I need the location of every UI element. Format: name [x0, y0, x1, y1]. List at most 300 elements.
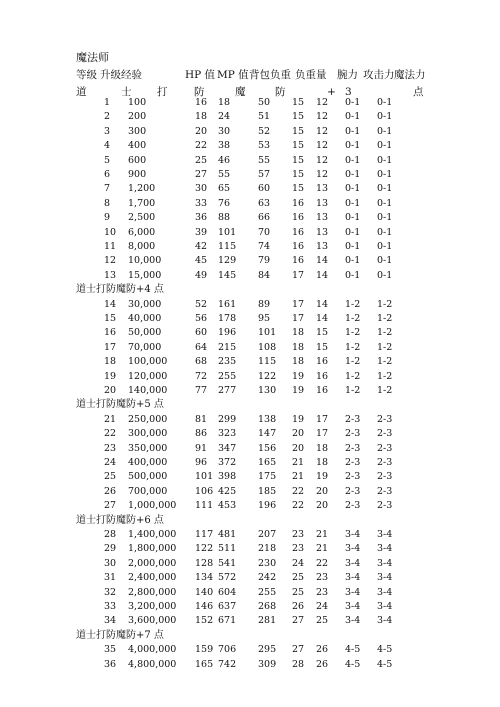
table-cell: 23	[316, 572, 329, 584]
table-cell: 0-1	[345, 226, 361, 238]
table-cell: 24	[316, 601, 329, 612]
table-cell: 24	[218, 111, 231, 123]
table-cell: 242	[258, 572, 277, 584]
table-cell: 4-5	[345, 644, 361, 656]
section-label: 道士打防魔防+6 点	[76, 514, 164, 526]
table-cell: 30,000	[128, 298, 162, 310]
table-cell: 671	[218, 615, 237, 627]
table-cell: 1-2	[345, 385, 361, 396]
table-cell: 14	[316, 313, 329, 324]
table-cell: 235	[218, 356, 237, 368]
table-cell: 22	[195, 140, 208, 152]
table-cell: 2-3	[345, 442, 361, 454]
table-cell: 76	[218, 197, 231, 209]
table-cell: 250,000	[128, 413, 168, 425]
table-cell: 34	[104, 615, 117, 627]
table-cell: 6,000	[128, 226, 156, 238]
table-cell: 32	[104, 586, 117, 598]
table-cell: 77	[195, 385, 208, 396]
table-cell: 14	[316, 298, 329, 310]
table-cell: 0-1	[377, 197, 393, 209]
table-cell: 152	[195, 615, 214, 627]
table-cell: 106	[195, 485, 214, 497]
table-cell: 1-2	[377, 385, 393, 396]
header-label: 点	[413, 86, 424, 98]
table-cell: 3-4	[345, 586, 361, 598]
table-cell: 115	[218, 241, 237, 252]
table-cell: 900	[128, 169, 147, 180]
table-cell: 25	[104, 471, 117, 483]
table-cell: 117	[195, 529, 214, 540]
table-cell: 0-1	[377, 226, 393, 238]
table-cell: 30	[218, 125, 231, 137]
table-cell: 1,800,000	[128, 543, 177, 555]
table-cell: 22	[316, 557, 329, 569]
table-cell: 88	[218, 212, 231, 224]
table-cell: 400	[128, 140, 147, 152]
header-label: 防	[275, 86, 286, 98]
table-cell: 18	[316, 457, 329, 468]
table-cell: 26	[316, 658, 329, 670]
table-cell: 65	[218, 183, 231, 195]
table-cell: 14	[104, 298, 117, 310]
table-cell: 70	[258, 226, 271, 238]
table-cell: 706	[218, 644, 237, 656]
table-cell: 3-4	[377, 557, 393, 569]
table-cell: 8,000	[128, 241, 156, 252]
table-cell: 20	[316, 485, 329, 497]
table-cell: 3-4	[345, 543, 361, 555]
table-cell: 120,000	[128, 370, 168, 382]
table-cell: 96	[195, 457, 208, 468]
table-cell: 70,000	[128, 341, 162, 353]
table-cell: 40,000	[128, 313, 162, 324]
table-cell: 122	[195, 543, 214, 555]
table-cell: 500,000	[128, 471, 168, 483]
table-cell: 52	[258, 125, 271, 137]
table-cell: 21	[292, 457, 305, 468]
table-cell: 21	[316, 543, 329, 555]
table-cell: 7	[104, 183, 111, 195]
table-cell: 0-1	[377, 255, 393, 267]
header-label: 3	[345, 86, 352, 98]
table-cell: 2-3	[377, 413, 393, 425]
table-cell: 138	[258, 413, 277, 425]
table-cell: 1-2	[377, 327, 393, 339]
table-cell: 95	[258, 313, 271, 324]
table-cell: 84	[258, 269, 271, 281]
table-cell: 10,000	[128, 255, 162, 267]
table-cell: 6	[104, 169, 111, 180]
table-cell: 511	[218, 543, 237, 555]
table-cell: 3-4	[377, 529, 393, 540]
table-cell: 15	[316, 341, 329, 353]
table-cell: 20	[292, 428, 305, 440]
table-cell: 19	[292, 370, 305, 382]
table-cell: 49	[195, 269, 208, 281]
table-cell: 12	[104, 255, 117, 267]
table-cell: 129	[218, 255, 237, 267]
table-cell: 21	[104, 413, 117, 425]
table-cell: 9	[104, 212, 111, 224]
table-cell: 12	[316, 111, 329, 123]
table-cell: 2-3	[377, 485, 393, 497]
table-cell: 3-4	[377, 572, 393, 584]
table-cell: 27	[195, 169, 208, 180]
table-cell: 19	[292, 413, 305, 425]
table-cell: 24	[104, 457, 117, 468]
table-cell: 742	[218, 658, 237, 670]
table-cell: 1-2	[377, 370, 393, 382]
table-cell: 16	[195, 97, 208, 108]
table-cell: 23	[292, 529, 305, 540]
table-cell: 2-3	[377, 471, 393, 483]
table-cell: 230	[258, 557, 277, 569]
table-cell: 15	[292, 183, 305, 195]
table-cell: 0-1	[345, 111, 361, 123]
table-cell: 100	[128, 97, 147, 108]
table-cell: 2-3	[377, 457, 393, 468]
table-cell: 600	[128, 154, 147, 166]
table-cell: 218	[258, 543, 277, 555]
table-cell: 140,000	[128, 385, 168, 396]
table-cell: 0-1	[377, 212, 393, 224]
table-cell: 0-1	[345, 269, 361, 281]
table-cell: 425	[218, 485, 237, 497]
table-cell: 175	[258, 471, 277, 483]
table-cell: 2-3	[377, 428, 393, 440]
table-cell: 1,400,000	[128, 529, 177, 540]
table-cell: 16	[292, 255, 305, 267]
table-cell: 185	[258, 485, 277, 497]
table-cell: 2,000,000	[128, 557, 177, 569]
table-cell: 36	[195, 212, 208, 224]
table-cell: 17	[292, 313, 305, 324]
table-cell: 16	[292, 241, 305, 252]
table-cell: 3	[104, 125, 111, 137]
table-cell: 15	[104, 313, 117, 324]
table-cell: 146	[195, 601, 214, 612]
table-cell: 28	[104, 529, 117, 540]
table-cell: 20	[195, 125, 208, 137]
table-cell: 0-1	[345, 197, 361, 209]
table-cell: 134	[195, 572, 214, 584]
table-cell: 19	[316, 471, 329, 483]
table-cell: 295	[258, 644, 277, 656]
table-cell: 26	[316, 644, 329, 656]
table-cell: 2-3	[345, 471, 361, 483]
table-cell: 29	[104, 543, 117, 555]
table-cell: 79	[258, 255, 271, 267]
table-cell: 52	[195, 298, 208, 310]
table-cell: 196	[218, 327, 237, 339]
header-label: 防	[194, 86, 205, 98]
table-cell: 22	[292, 500, 305, 512]
table-cell: 25	[316, 615, 329, 627]
table-cell: 165	[195, 658, 214, 670]
header-label: MP 值	[217, 69, 249, 81]
section-label: 道士打防魔防+5 点	[76, 399, 164, 411]
table-cell: 72	[195, 370, 208, 382]
table-cell: 53	[258, 140, 271, 152]
table-cell: 4-5	[377, 658, 393, 670]
table-cell: 2-3	[377, 442, 393, 454]
table-cell: 4-5	[377, 644, 393, 656]
table-cell: 91	[195, 442, 208, 454]
table-cell: 17	[292, 269, 305, 281]
table-cell: 2-3	[345, 485, 361, 497]
table-cell: 17	[316, 428, 329, 440]
table-cell: 15	[292, 140, 305, 152]
table-cell: 8	[104, 197, 111, 209]
table-cell: 15	[292, 125, 305, 137]
table-cell: 26	[104, 485, 117, 497]
table-cell: 18	[292, 341, 305, 353]
table-cell: 12	[316, 154, 329, 166]
table-cell: 22	[104, 428, 117, 440]
table-cell: 350,000	[128, 442, 168, 454]
header-label: 背包负重	[249, 69, 291, 81]
table-cell: 122	[258, 370, 277, 382]
table-cell: 18	[292, 356, 305, 368]
table-cell: 15	[316, 327, 329, 339]
table-cell: 50,000	[128, 327, 162, 339]
table-cell: 299	[218, 413, 237, 425]
table-cell: 12	[316, 97, 329, 108]
table-cell: 1,000,000	[128, 500, 177, 512]
table-cell: 19	[292, 385, 305, 396]
table-cell: 159	[195, 644, 214, 656]
table-cell: 18	[292, 327, 305, 339]
table-cell: 541	[218, 557, 237, 569]
table-cell: 281	[258, 615, 277, 627]
section-label: 道士打防魔防+4 点	[76, 284, 164, 296]
table-cell: 4-5	[345, 658, 361, 670]
table-cell: 1,700	[128, 197, 156, 209]
table-cell: 14	[316, 255, 329, 267]
table-cell: 24	[292, 557, 305, 569]
header-label: 等级	[76, 69, 97, 81]
table-cell: 309	[258, 658, 277, 670]
table-cell: 5	[104, 154, 111, 166]
table-cell: 101	[218, 226, 237, 238]
table-cell: 23	[316, 586, 329, 598]
table-cell: 56	[195, 313, 208, 324]
table-cell: 64	[195, 341, 208, 353]
table-cell: 60	[258, 183, 271, 195]
table-cell: 45	[195, 255, 208, 267]
table-cell: 81	[195, 413, 208, 425]
header-label: HP 值	[185, 69, 216, 81]
table-cell: 39	[195, 226, 208, 238]
table-cell: 31	[104, 572, 117, 584]
table-cell: 1-2	[377, 341, 393, 353]
table-cell: 15	[292, 111, 305, 123]
header-label: 负重量	[295, 69, 327, 81]
table-cell: 30	[104, 557, 117, 569]
table-cell: 0-1	[377, 97, 393, 108]
table-cell: 1-2	[377, 298, 393, 310]
table-cell: 12	[316, 140, 329, 152]
table-cell: 178	[218, 313, 237, 324]
table-cell: 25	[292, 572, 305, 584]
table-cell: 26	[292, 601, 305, 612]
table-cell: 372	[218, 457, 237, 468]
table-cell: 13	[104, 269, 117, 281]
table-cell: 1-2	[345, 370, 361, 382]
table-cell: 16	[292, 197, 305, 209]
table-cell: 3-4	[377, 543, 393, 555]
table-cell: 18	[195, 111, 208, 123]
table-cell: 196	[258, 500, 277, 512]
table-cell: 108	[258, 341, 277, 353]
table-cell: 100,000	[128, 356, 168, 368]
table-cell: 22	[292, 485, 305, 497]
table-cell: 33	[104, 601, 117, 612]
header-label: 升级经验	[100, 69, 142, 81]
table-cell: 111	[195, 500, 214, 512]
table-cell: 3,200,000	[128, 601, 177, 612]
table-cell: 0-1	[345, 183, 361, 195]
table-cell: 255	[258, 586, 277, 598]
table-cell: 1	[104, 97, 111, 108]
table-cell: 2-3	[345, 500, 361, 512]
table-cell: 46	[218, 154, 231, 166]
table-cell: 0-1	[377, 183, 393, 195]
table-cell: 12	[316, 169, 329, 180]
table-cell: 16	[316, 356, 329, 368]
table-cell: 700,000	[128, 485, 168, 497]
table-cell: 19	[104, 370, 117, 382]
table-cell: 0-1	[345, 97, 361, 108]
table-cell: 0-1	[377, 269, 393, 281]
table-cell: 27	[292, 644, 305, 656]
table-cell: 20	[316, 500, 329, 512]
table-cell: 89	[258, 298, 271, 310]
table-cell: 0-1	[345, 255, 361, 267]
table-cell: 128	[195, 557, 214, 569]
section-label: 道士打防魔防+7 点	[76, 629, 164, 641]
table-cell: 147	[258, 428, 277, 440]
table-cell: 3-4	[345, 601, 361, 612]
table-cell: 38	[218, 140, 231, 152]
header-label: 道	[76, 86, 87, 98]
table-cell: 0-1	[345, 140, 361, 152]
table-cell: 323	[218, 428, 237, 440]
table-cell: 17	[316, 413, 329, 425]
table-cell: 15	[292, 169, 305, 180]
table-cell: 13	[316, 197, 329, 209]
table-cell: 3-4	[345, 529, 361, 540]
table-cell: 27	[104, 500, 117, 512]
table-cell: 0-1	[345, 154, 361, 166]
table-cell: 156	[258, 442, 277, 454]
table-cell: 1-2	[345, 327, 361, 339]
table-cell: 481	[218, 529, 237, 540]
table-cell: 277	[218, 385, 237, 396]
table-cell: 130	[258, 385, 277, 396]
table-cell: 20	[292, 442, 305, 454]
table-cell: 33	[195, 197, 208, 209]
table-cell: 27	[292, 615, 305, 627]
table-cell: 50	[258, 97, 271, 108]
table-cell: 13	[316, 212, 329, 224]
table-cell: 42	[195, 241, 208, 252]
table-cell: 145	[218, 269, 237, 281]
table-cell: 165	[258, 457, 277, 468]
table-cell: 207	[258, 529, 277, 540]
table-cell: 0-1	[345, 212, 361, 224]
table-cell: 86	[195, 428, 208, 440]
table-cell: 36	[104, 658, 117, 670]
table-cell: 115	[258, 356, 277, 368]
header-label: 魔	[235, 86, 246, 98]
table-cell: 0-1	[345, 125, 361, 137]
table-cell: 1-2	[345, 298, 361, 310]
table-cell: 51	[258, 111, 271, 123]
table-cell: 3-4	[377, 586, 393, 598]
table-cell: 15	[292, 154, 305, 166]
table-cell: 3-4	[345, 572, 361, 584]
table-cell: 2,400,000	[128, 572, 177, 584]
table-cell: 140	[195, 586, 214, 598]
table-cell: 16	[316, 370, 329, 382]
table-cell: 11	[104, 241, 117, 252]
table-cell: 2-3	[345, 457, 361, 468]
table-cell: 23	[292, 543, 305, 555]
table-cell: 1-2	[377, 356, 393, 368]
table-cell: 101	[195, 471, 214, 483]
table-cell: 4,800,000	[128, 658, 177, 670]
table-cell: 15,000	[128, 269, 162, 281]
table-cell: 28	[292, 658, 305, 670]
table-cell: 13	[316, 226, 329, 238]
table-cell: 400,000	[128, 457, 168, 468]
table-cell: 2-3	[345, 428, 361, 440]
table-cell: 15	[292, 97, 305, 108]
header-label: 攻击力	[363, 69, 395, 81]
table-cell: 16	[104, 327, 117, 339]
table-cell: 347	[218, 442, 237, 454]
table-cell: 1-2	[377, 313, 393, 324]
table-cell: 68	[195, 356, 208, 368]
table-cell: 14	[316, 269, 329, 281]
header-label: 打	[157, 86, 168, 98]
table-cell: 20	[104, 385, 117, 396]
table-cell: 2,800,000	[128, 586, 177, 598]
table-cell: 398	[218, 471, 237, 483]
header-label: 士	[121, 86, 132, 98]
table-cell: 3-4	[345, 557, 361, 569]
table-cell: 10	[104, 226, 117, 238]
table-cell: 3-4	[377, 601, 393, 612]
table-cell: 23	[104, 442, 117, 454]
table-cell: 17	[292, 298, 305, 310]
table-cell: 21	[316, 529, 329, 540]
table-cell: 16	[316, 385, 329, 396]
table-cell: 35	[104, 644, 117, 656]
table-cell: 200	[128, 111, 147, 123]
table-cell: 604	[218, 586, 237, 598]
table-cell: 17	[104, 341, 117, 353]
table-cell: 0-1	[377, 140, 393, 152]
table-cell: 572	[218, 572, 237, 584]
table-cell: 2	[104, 111, 111, 123]
table-cell: 12	[316, 125, 329, 137]
table-cell: 55	[258, 154, 271, 166]
table-cell: 25	[292, 586, 305, 598]
header-label: 魔法力	[394, 69, 426, 81]
